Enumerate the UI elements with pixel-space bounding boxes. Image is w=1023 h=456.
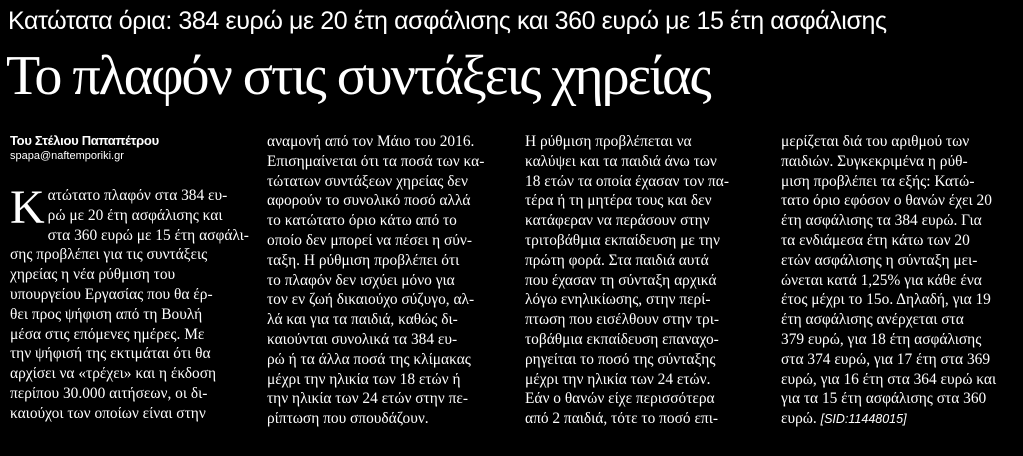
text-line: από 2 παιδιά, τότε το ποσό επι- bbox=[525, 410, 718, 428]
text-line: πτωση που εισέλθουν στην τρι- bbox=[525, 311, 719, 329]
text-line: τατο όριο εφόσον ο θανών έχει 20 bbox=[781, 192, 992, 210]
article-kicker: Κατώτατα όρια: 384 ευρώ με 20 έτη ασφάλισης και 360 ευρώ με 15 έτη ασφάλισης bbox=[8, 7, 887, 35]
text-line: ώνεται κατά 1,25% για κάθε ένα bbox=[781, 271, 982, 289]
byline-email: spapa@naftemporiki.gr bbox=[10, 150, 124, 162]
column-2 bbox=[267, 132, 513, 429]
text-line: ρώ ή τα άλλα ποσά της κλίμακας bbox=[267, 350, 471, 368]
text-line: στα 374 ευρώ, για 17 έτη στα 369 bbox=[781, 350, 991, 368]
text-line: στα 360 ευρώ με 15 έτη ασφάλι- bbox=[47, 226, 249, 244]
text-line: καιούνται συνολικά τα 384 ευ- bbox=[267, 330, 458, 348]
text-line: τα ενδιάμεσα έτη κάτω των 20 bbox=[781, 231, 970, 249]
text-line: οποίο δεν μπορεί να πέσει η σύν- bbox=[267, 231, 472, 249]
text-line: την ηλικία των 24 ετών στην πε- bbox=[267, 390, 468, 408]
text-line: παιδιών. Συγκεκριμένα η ρύθ- bbox=[781, 152, 968, 170]
text-line: πρώτη φορά. Στα παιδιά αυτά bbox=[525, 251, 709, 269]
text-line: τώτατων συντάξεων χηρείας δεν bbox=[267, 172, 468, 190]
text-line: τοβάθμια εκπαίδευση επαναχο- bbox=[525, 330, 719, 348]
text-line: αφορούν το συνολικό ποσό αλλά bbox=[267, 192, 471, 210]
text-line: που έχασαν τη σύνταξη αρχικά bbox=[525, 271, 717, 289]
text-line: ετών ασφάλισης η σύνταξη μει- bbox=[781, 251, 978, 269]
text-line: λά και για τα παιδιά, καθώς δι- bbox=[267, 311, 458, 329]
text-line: αναμονή από τον Μάιο του 2016. bbox=[267, 133, 475, 150]
text-line: τέρα ή τη μητέρα τους και δεν bbox=[525, 192, 712, 210]
column-1-text bbox=[10, 181, 255, 424]
text-line: 18 ετών τα οποία έχασαν τον πα- bbox=[525, 172, 729, 190]
text-line: μέχρι την ηλικία των 24 ετών. bbox=[525, 370, 711, 388]
text-line: έτη ασφάλισης ανέρχεται στα bbox=[781, 311, 964, 329]
final-word: ευρώ. bbox=[781, 410, 817, 428]
text-line: την ψήφισή της εκτιμάται ότι θα bbox=[10, 345, 211, 363]
story-id: [SID:11448015] bbox=[820, 412, 907, 427]
text-line: καλύψει και τα παιδιά άνω των bbox=[525, 152, 717, 170]
text-line: καιούχοι των οποίων είναι στην bbox=[10, 404, 206, 422]
text-line: τριτοβάθμια εκπαίδευση με την bbox=[525, 231, 720, 249]
text-line: έτη ασφάλισης τα 384 ευρώ. Για bbox=[781, 212, 982, 230]
article-headline: Το πλαφόν στις συντάξεις χηρείας bbox=[6, 45, 710, 107]
text-line: κατάφεραν να περάσουν στην bbox=[525, 212, 710, 230]
byline-author: Του Στέλιου Παπαπέτρου bbox=[10, 133, 159, 148]
text-line-final bbox=[781, 409, 1019, 430]
text-line: σης προβλέπει για τις συντάξεις bbox=[10, 246, 208, 264]
text-line: για τα 15 έτη ασφάλισης στα 360 bbox=[781, 390, 987, 408]
text-line: αρχίσει να «τρέχει» και η έκδοση bbox=[10, 365, 217, 383]
text-line: ατώτατο πλαφόν στα 384 ευ- bbox=[47, 187, 228, 204]
text-line: Η ρύθμιση προβλέπεται να bbox=[525, 133, 692, 150]
text-line: τον εν ζωή δικαιούχο σύζυγο, αλ- bbox=[267, 291, 475, 309]
column-1 bbox=[10, 132, 255, 424]
column-4 bbox=[781, 132, 1019, 430]
text-line: μέσα στις επόμενες ημέρες. Με bbox=[10, 325, 205, 343]
text-line: υπουργείου Εργασίας που θα έρ- bbox=[10, 285, 213, 303]
text-line: Εάν ο θανών είχε περισσότερα bbox=[525, 390, 715, 408]
text-line: μιση προβλέπει τα εξής: Κατώ- bbox=[781, 172, 975, 190]
text-line: ρηγείται το ποσό της σύνταξης bbox=[525, 350, 716, 368]
text-line: 379 ευρώ, για 18 έτη ασφάλισης bbox=[781, 330, 982, 348]
text-line: Επισημαίνεται ότι τα ποσά των κα- bbox=[267, 152, 485, 170]
text-line: ταξη. Η ρύθμιση προβλέπει ότι bbox=[267, 251, 460, 269]
text-line: το πλαφόν δεν ισχύει μόνο για bbox=[267, 271, 455, 289]
drop-cap: Κ bbox=[10, 181, 45, 234]
text-line: ευρώ, για 16 έτη στα 364 ευρώ και bbox=[781, 370, 997, 388]
text-line: θει προς ψήφιση από τη Βουλή bbox=[10, 305, 203, 323]
text-line: περίπου 30.000 αιτήσεων, οι δι- bbox=[10, 384, 208, 402]
text-line: μερίζεται διά του αριθμού των bbox=[781, 133, 970, 150]
text-line: ρίπτωση που σπουδάζουν. bbox=[267, 410, 429, 428]
text-line: χηρείας η νέα ρύθμιση του bbox=[10, 266, 176, 284]
text-line: μέχρι την ηλικία των 18 ετών ή bbox=[267, 370, 461, 388]
column-3-text bbox=[525, 132, 770, 429]
column-3 bbox=[525, 132, 770, 429]
column-4-text bbox=[781, 132, 1019, 430]
text-line: ρώ με 20 έτη ασφάλισης και bbox=[47, 206, 223, 224]
text-line: το κατώτατο όριο κάτω από το bbox=[267, 212, 457, 230]
text-line: έτος μέχρι το 15ο. Δηλαδή, για 19 bbox=[781, 291, 991, 309]
column-2-text bbox=[267, 132, 513, 429]
text-line: λόγω ενηλικίωσης, στην περί- bbox=[525, 291, 711, 309]
